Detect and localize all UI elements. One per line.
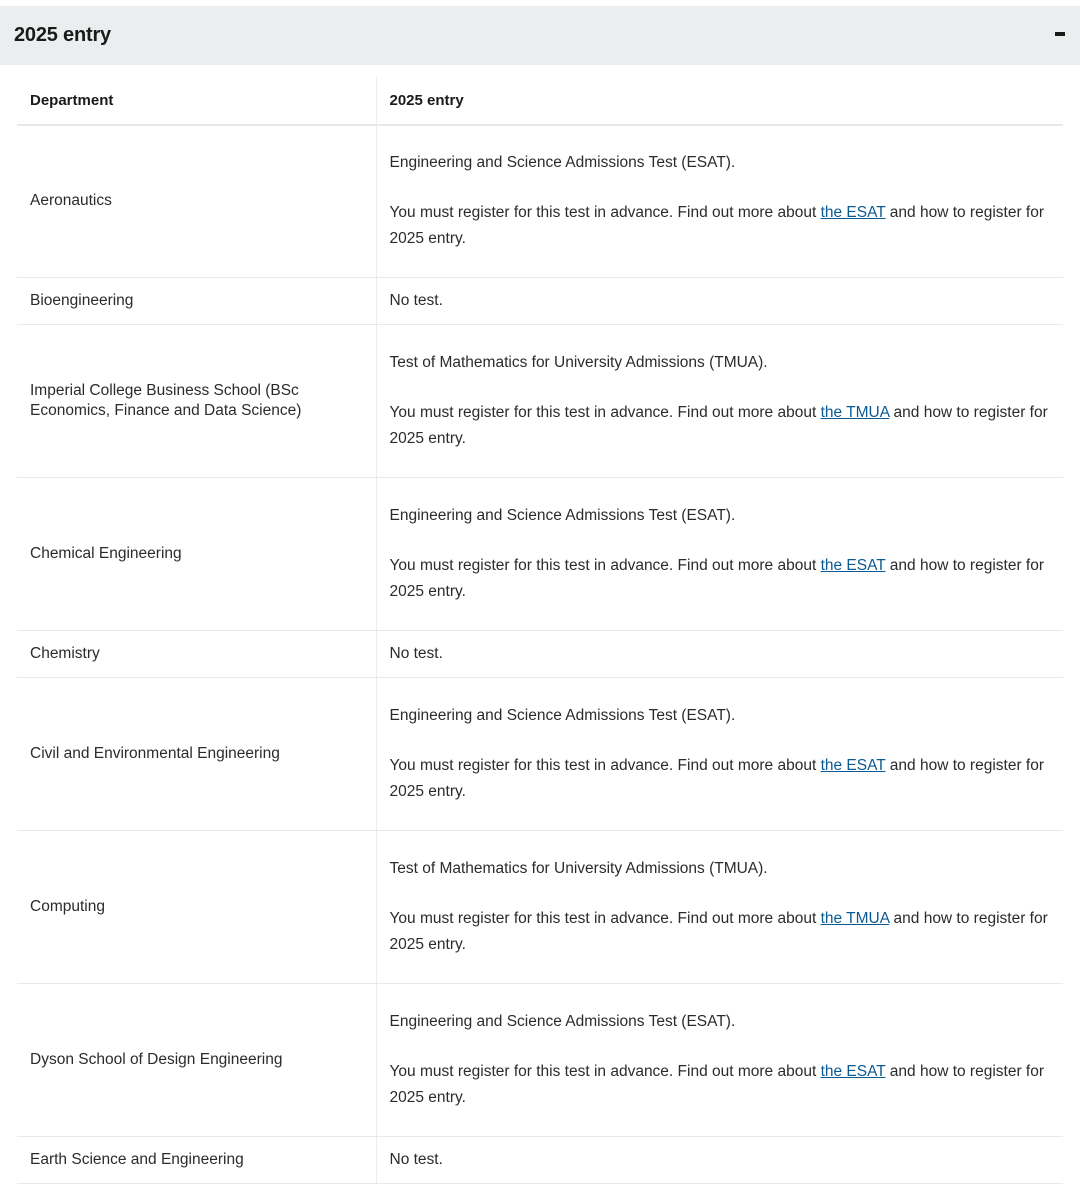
department-cell: Bioengineering [17, 277, 376, 324]
test-name: Test of Mathematics for University Admissions (TMUA). [389, 353, 768, 371]
note-text: and how to register for 2025 entry. [389, 1062, 1045, 1106]
note-text: You must register for this test in advance. Find out more about [389, 756, 821, 774]
department-cell: Chemistry [17, 630, 376, 677]
test-name: Engineering and Science Admissions Test (ESAT). [389, 506, 736, 524]
department-cell: Aeronautics [17, 125, 376, 277]
test-name: Engineering and Science Admissions Test (ESAT). [389, 1012, 736, 1030]
note-text: You must register for this test in advance. Find out more about [389, 204, 821, 222]
registration-note [390, 553, 1051, 605]
department-cell: Dyson School of Design Engineering [17, 983, 376, 1136]
note-text: You must register for this test in advance. Find out more about [389, 556, 821, 574]
registration-note [390, 200, 1051, 252]
table-row [17, 277, 1063, 324]
entry-requirement-cell [376, 125, 1063, 277]
accordion-title: 2025 entry [14, 24, 111, 46]
department-cell: Computing [17, 830, 376, 983]
entry-requirement-cell: No test. [376, 1136, 1063, 1183]
table-row [17, 477, 1063, 630]
registration-note [390, 1059, 1051, 1111]
table-row [17, 983, 1063, 1136]
note-text: You must register for this test in advance. Find out more about [389, 909, 821, 927]
entry-requirement-cell [376, 830, 1063, 983]
entry-requirement-cell: No test. [376, 277, 1063, 324]
note-text: and how to register for 2025 entry. [389, 556, 1045, 600]
entry-requirement-cell [376, 324, 1063, 477]
table-row [17, 677, 1063, 830]
table-row [17, 125, 1063, 277]
note-text: You must register for this test in advance. Find out more about [389, 403, 821, 421]
test-name: Test of Mathematics for University Admissions (TMUA). [389, 859, 768, 877]
accordion-header-2025-entry[interactable] [0, 6, 1080, 65]
department-cell: Chemical Engineering [17, 477, 376, 630]
test-name: Engineering and Science Admissions Test (ESAT). [389, 154, 736, 172]
esat-link[interactable]: the ESAT [820, 556, 886, 574]
note-text: and how to register for 2025 entry. [389, 204, 1045, 248]
tmua-link[interactable]: the TMUA [820, 403, 890, 421]
minus-icon[interactable] [1055, 32, 1065, 36]
table-row [17, 830, 1063, 983]
admissions-test-table-wrapper [17, 76, 1063, 1184]
entry-requirement-cell [376, 983, 1063, 1136]
department-cell: Civil and Environmental Engineering [17, 677, 376, 830]
registration-note [390, 400, 1051, 452]
note-text: and how to register for 2025 entry. [389, 403, 1048, 447]
department-cell: Earth Science and Engineering [17, 1136, 376, 1183]
column-header-department: Department [17, 76, 376, 125]
department-cell: Imperial College Business School (BSc Economics, Finance and Data Science) [17, 324, 376, 477]
admissions-test-table [17, 76, 1063, 1184]
esat-link[interactable]: the ESAT [820, 204, 886, 222]
table-header-row [17, 76, 1063, 125]
table-row [17, 324, 1063, 477]
registration-note [390, 906, 1051, 958]
entry-requirement-cell: No test. [376, 630, 1063, 677]
note-text: You must register for this test in advance. Find out more about [389, 1062, 821, 1080]
entry-requirement-cell [376, 677, 1063, 830]
registration-note [390, 753, 1051, 805]
esat-link[interactable]: the ESAT [820, 756, 886, 774]
table-row [17, 1136, 1063, 1183]
table-row [17, 630, 1063, 677]
column-header-2025-entry: 2025 entry [376, 76, 1063, 125]
note-text: and how to register for 2025 entry. [389, 909, 1048, 953]
test-name: Engineering and Science Admissions Test (ESAT). [389, 706, 736, 724]
tmua-link[interactable]: the TMUA [820, 909, 890, 927]
entry-requirement-cell [376, 477, 1063, 630]
esat-link[interactable]: the ESAT [820, 1062, 886, 1080]
note-text: and how to register for 2025 entry. [389, 756, 1045, 800]
